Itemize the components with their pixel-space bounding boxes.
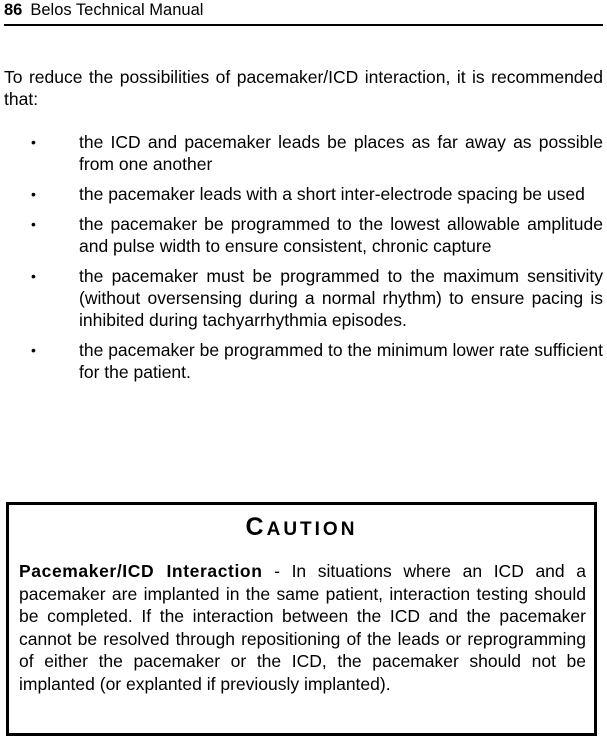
list-item-text: the pacemaker be programmed to the lowest allowable amplitude and pulse width to ensure consistent, chronic capture — [79, 214, 603, 256]
intro-paragraph: To reduce the possibilities of pacemaker/ICD interaction, it is recommended that: — [4, 67, 603, 109]
caution-box — [6, 502, 597, 736]
list-item — [4, 131, 603, 175]
caution-title-initial: C — [245, 513, 267, 541]
bullet-icon: • — [31, 134, 36, 150]
list-item-text: the pacemaker be programmed to the minimum lower rate sufficient for the patient. — [79, 340, 603, 382]
caution-body: - In situations where an ICD and a pacemaker are implanted in the same patient, interaction testing should be completed. If the interaction between the ICD and the pacemaker cannot be resolved through repositioning of the leads or reprogramming of either the pacemaker or the ICD, the pacemaker should not be implanted (or explanted if previously implanted). — [19, 561, 586, 694]
list-item-text: the pacemaker must be programmed to the maximum sensitivity (without oversensing during a normal rhythm) to ensure pacing is inhibited during tachyarrhythmia episodes. — [79, 266, 603, 330]
caution-lead: Pacemaker/ICD Interaction — [19, 561, 263, 581]
list-item — [4, 183, 603, 205]
caution-text — [19, 560, 586, 695]
list-item — [4, 265, 603, 331]
list-item-text: the ICD and pacemaker leads be places as far away as possible from one another — [79, 132, 603, 174]
bullet-icon: • — [31, 216, 36, 232]
caution-title-rest: AUTION — [266, 519, 358, 540]
bullet-icon: • — [31, 342, 36, 358]
page-number: 86 — [4, 1, 23, 19]
bullet-icon: • — [31, 186, 36, 202]
manual-title: Belos Technical Manual — [30, 1, 204, 19]
list-item-text: the pacemaker leads with a short inter-electrode spacing be used — [79, 184, 585, 204]
recommendation-list — [4, 131, 603, 391]
caution-title — [9, 513, 594, 542]
list-item — [4, 339, 603, 383]
bullet-icon: • — [31, 268, 36, 284]
page-header — [4, 0, 603, 26]
list-item — [4, 213, 603, 257]
